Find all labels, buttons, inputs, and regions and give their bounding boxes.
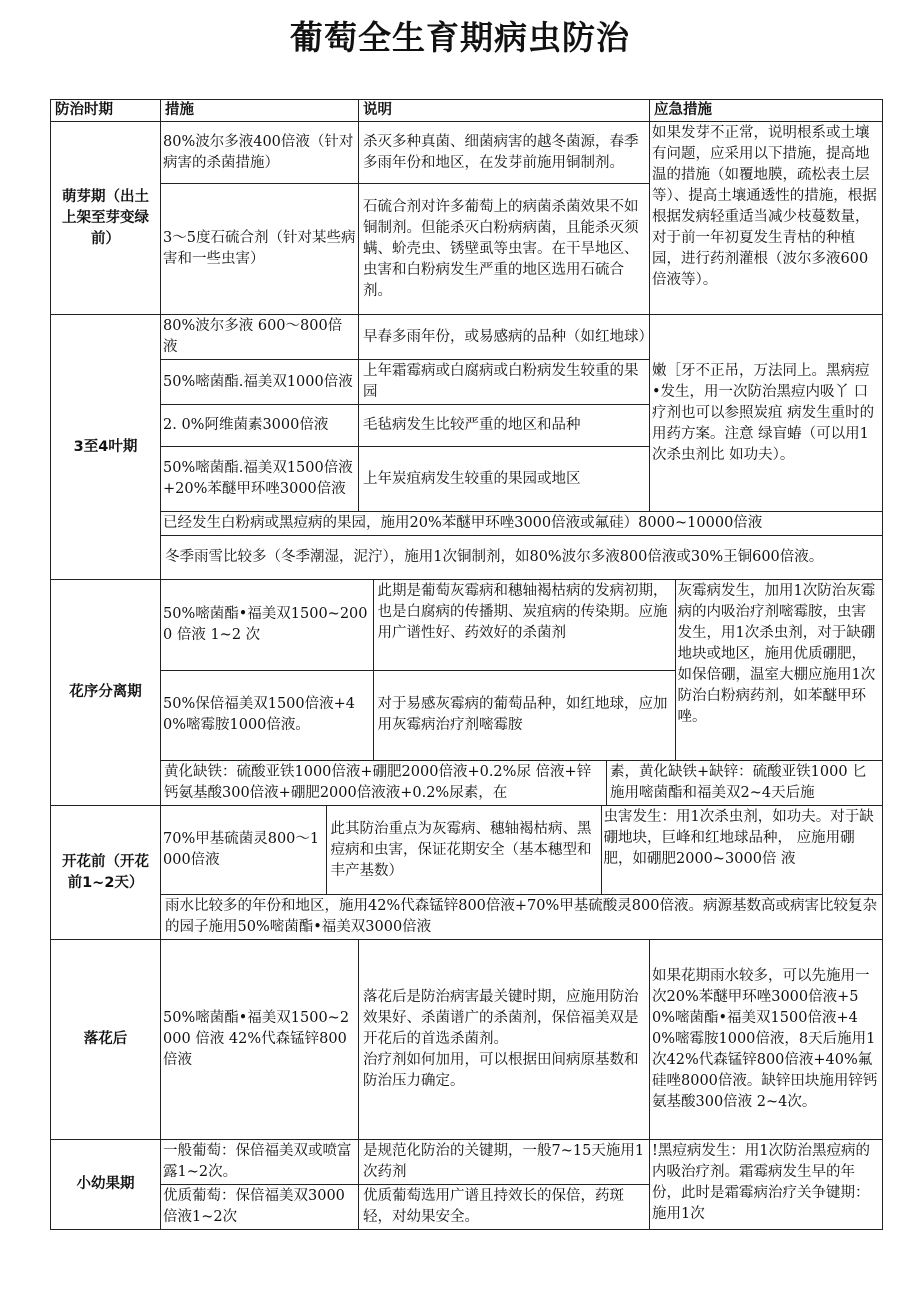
period-post-bloom: 落花后: [51, 940, 161, 1140]
table-row: [51, 806, 883, 895]
description-cell: 上年霜霉病或白腐病或白粉病发生较重的果园: [359, 360, 650, 405]
pest-control-table-wrapper: [50, 99, 882, 1230]
table-row: [51, 315, 883, 360]
header-period: 防治时期: [51, 100, 161, 122]
note-right: 素，黄化缺铁+缺锌：硫酸亚铁1000 匕施用嘧菌酯和福美双2~4天后施: [610, 764, 867, 801]
description-part-2: 治疗剂如何加用，可以根据田间病原基数和防治压力确定。: [363, 1052, 639, 1089]
description-cell: 此其防治重点为灰霉病、穗轴褐枯病、黑痘病和虫害，保证花期安全（基本穗型和丰产基数）: [326, 806, 601, 894]
period-sprouting: 萌芽期（出土上架至芽变绿前）: [51, 122, 161, 315]
measure-cell: 50%嘧菌酯•福美双1500~2000 倍液 1~2 次: [161, 580, 373, 670]
description-part-1: 落花后是防治病害最关键时期，应施用防治效果好、杀菌谱广的杀菌剂，保倍福美双是开花后的首选杀菌剂。: [363, 989, 639, 1047]
description-cell: 毛毡病发生比较严重的地区和品种: [359, 405, 650, 447]
emergency-cell: 虫害发生：用1次杀虫剂，如功夫。对于缺硼地块，巨峰和红地球品种， 应施用硼肥，如硼肥2000~3000倍 液: [603, 809, 874, 867]
measure-cell: 50%嘧菌酯•福美双1500~2000 倍液 42%代森锰锌800倍液: [161, 940, 359, 1140]
emergency-cell: !黑痘病发生：用1次防治黑痘病的内吸治疗剂。霜霉病发生早的年份，此时是霜霉病治疗关争键期：施用1次: [650, 1140, 883, 1230]
table-row: [161, 806, 882, 894]
table-row: [51, 895, 883, 940]
note-left: 黄化缺铁：硫酸亚铁1000倍液+硼肥2000倍液+0.2%尿 倍液+锌钙氨基酸300倍液+硼肥2000倍液液+0.2%尿素，在: [161, 761, 607, 805]
description-cell: 早春多雨年份，或易感病的品种（如红地球）: [359, 315, 650, 360]
note-cell: 冬季雨雪比较多（冬季潮湿，泥泞），施用1次铜制剂，如80%波尔多液800倍液或30%王铜600倍液。: [161, 536, 883, 580]
description-cell: 对于易感灰霉病的葡萄品种，如红地球，应加用灰霉病治疗剂嘧霉胺: [373, 670, 675, 760]
pest-control-table: [50, 99, 883, 1230]
table-row: [51, 1140, 883, 1185]
description-cell: 此期是葡萄灰霉病和穗轴褐枯病的发病初期，也是白腐病的传播期、炭疽病的传染期。应施用广谱性好、药效好的杀菌剂: [373, 580, 675, 670]
measure-cell: 优质葡萄：保倍福美双3000倍液1~2次: [161, 1185, 359, 1230]
table-row: [51, 761, 883, 806]
pre-bloom-inner-table: [161, 806, 882, 894]
measure-cell: 2. 0%阿维菌素3000倍液: [161, 405, 359, 447]
description-cell: 杀灭多种真菌、细菌病害的越冬菌源，春季多雨年份和地区，在发芽前施用铜制剂。: [359, 122, 650, 184]
note-cell: 已经发生白粉病或黑痘病的果园，施用20%苯醚甲环唑3000倍液或氟硅）8000~10000倍液: [161, 512, 883, 536]
note-split: [161, 761, 882, 805]
measure-cell: 80%波尔多液 600～800倍液: [161, 315, 359, 360]
description-cell: 优质葡萄选用广谱且持效长的保倍，药斑轻，对幼果安全。: [359, 1185, 650, 1230]
description-cell: 是规范化防治的关键期，一般7~15天施用1次药剂: [359, 1140, 650, 1185]
table-row: [51, 940, 883, 1140]
header-description: 说明: [359, 100, 650, 122]
measure-cell: 50%嘧菌酯.福美双1000倍液: [161, 360, 359, 405]
note-cell: 雨水比较多的年份和地区，施用42%代森锰锌800倍液+70%甲基硫酸灵800倍液。病源基数高或病害比较复杂的园子施用50%嘧菌酯•福美双3000倍液: [161, 895, 883, 940]
table-row: [51, 122, 883, 184]
measure-cell: 70%甲基硫菌灵800～1000倍液: [161, 806, 326, 894]
table-row: [51, 536, 883, 580]
flower-separation-inner-table: [161, 580, 882, 760]
measure-cell: 80%波尔多液400倍液（针对病害的杀菌措施）: [161, 122, 359, 184]
pre-bloom-block: [161, 806, 883, 895]
measure-cell: 50%嘧菌酯.福美双1500倍液+20%苯醚甲环唑3000倍液: [161, 447, 359, 512]
measure-cell: 3～5度石硫合剂（针对某些病害和一些虫害）: [161, 184, 359, 315]
flower-separation-block: [161, 580, 883, 761]
emergency-cell: 灰霉病发生，加用1次防治灰霉病的内吸治疗剂嘧霉胺，虫害发生，用1次杀虫剂，对于缺硼地块或地区，施用优质硼肥，如保倍硼，温室大棚应施用1次防治白粉病药剂，如苯醚甲环唑。: [677, 583, 876, 725]
measure-cell: 一般葡萄：保倍福美双或喷富露1~2次。: [161, 1140, 359, 1185]
measure-cell: 50%保倍福美双1500倍液+40%嘧霉胺1000倍液。: [161, 670, 373, 760]
period-young-fruit: 小幼果期: [51, 1140, 161, 1230]
page-title: 葡萄全生育期病虫防治: [290, 18, 630, 57]
header-measure: 措施: [161, 100, 359, 122]
table-header-row: [51, 100, 883, 122]
emergency-cell: 嫩［牙不正吊，万法同上。黑病痘 •发生，用一次防治黑痘内吸丫 口疗剂也可以参照炭疽 病发生重时的用药方案。注意 绿盲蝽（可以用1次杀虫剂比 如功夫）。: [650, 315, 883, 512]
table-row: [161, 580, 882, 670]
emergency-cell: 如果发芽不正常，说明根系或土壤有问题，应采用以下措施，提高地温的措施（如覆地膜，疏松表土层等）、提高土壤通透性的措施，根据根据发病轻重适当减少枝蔓数量，对于前一年初夏发生青枯的种植园，进行药剂灌根（波尔多液600倍液等）。: [650, 122, 883, 315]
table-row: [51, 512, 883, 536]
description-cell: 上年炭疽病发生较重的果园或地区: [359, 447, 650, 512]
emergency-cell: 如果花期雨水较多，可以先施用一次20%苯醚甲环唑3000倍液+50%嘧菌酯•福美双1500倍液+40%嘧霉胺1000倍液，8天后施用1次42%代森锰锌800倍液+40%氟硅唑8000倍液。缺锌田块施用锌钙氨基酸300倍液 2~4次。: [650, 940, 883, 1140]
period-flower-separation: 花序分离期: [51, 580, 161, 806]
note-cell: [161, 761, 883, 806]
period-3-4-leaf: 3至4叶期: [51, 315, 161, 580]
description-cell: 石硫合剂对许多葡萄上的病菌杀菌效果不如铜制剂。但能杀灭白粉病病菌，且能杀灭须螨、蚧壳虫、锈壁虱等虫害。在干旱地区、虫害和白粉病发生严重的地区选用石硫合剂。: [359, 184, 650, 315]
table-row: [51, 580, 883, 671]
period-pre-bloom: 开花前（开花前1~2天）: [51, 806, 161, 940]
header-emergency: 应急措施: [650, 100, 883, 122]
description-cell: [359, 940, 650, 1140]
